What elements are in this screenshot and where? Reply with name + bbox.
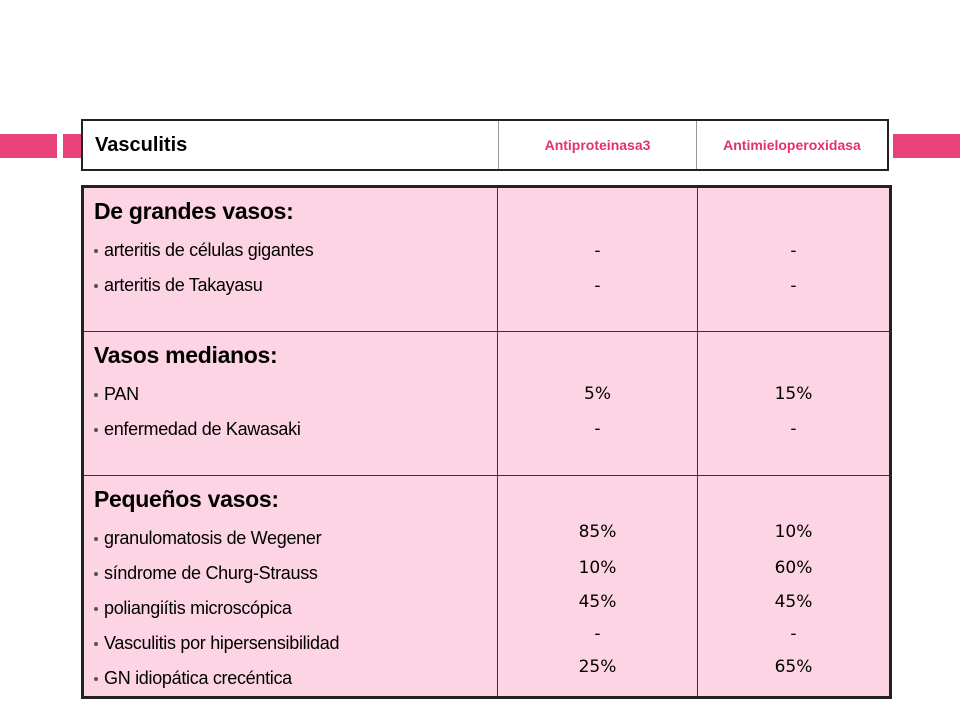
item-list	[94, 233, 497, 303]
header-title: Vasculitis	[95, 133, 188, 156]
pr3-value: -	[594, 276, 601, 296]
pr3-value: -	[594, 419, 601, 439]
list-item: enfermedad de Kawasaki	[94, 412, 497, 447]
mpo-value: -	[790, 624, 797, 644]
header-pr3-label: Antiproteinasa3	[544, 137, 651, 153]
group-title: Vasos medianos:	[94, 342, 278, 368]
pr3-values-cell	[498, 188, 698, 331]
header-cell-pr3	[499, 121, 697, 169]
item-list	[94, 377, 497, 447]
group-title: Pequeños vasos:	[94, 486, 279, 512]
mpo-value: -	[790, 241, 797, 261]
pr3-value: 45%	[578, 592, 617, 612]
group-cell	[84, 476, 498, 696]
mpo-values-cell	[698, 332, 889, 475]
list-item: arteritis de Takayasu	[94, 268, 497, 303]
mpo-value: -	[790, 276, 797, 296]
list-item: poliangiítis microscópica	[94, 591, 497, 626]
mpo-values-cell	[698, 188, 889, 331]
pr3-values-cell	[498, 332, 698, 475]
mpo-value: 15%	[774, 384, 813, 404]
mpo-value: 65%	[774, 657, 813, 677]
mpo-values-cell	[698, 476, 889, 696]
item-list	[94, 521, 497, 696]
pr3-values-cell	[498, 476, 698, 696]
list-item: granulomatosis de Wegener	[94, 521, 497, 556]
pr3-value: 85%	[578, 522, 617, 542]
group-cell	[84, 332, 498, 475]
accent-bar-left-small	[63, 134, 81, 158]
pr3-value: 10%	[578, 558, 617, 578]
accent-bar-right	[893, 134, 960, 158]
table-row-vasos-medianos	[84, 332, 889, 476]
mpo-value: 10%	[774, 522, 813, 542]
mpo-value: 45%	[774, 592, 813, 612]
header-cell-mpo	[697, 121, 887, 169]
header-cell-vasculitis	[83, 121, 499, 169]
list-item: Vasculitis por hipersensibilidad	[94, 626, 497, 661]
group-cell	[84, 188, 498, 331]
vasculitis-table	[81, 185, 892, 699]
pr3-value: 5%	[584, 384, 611, 404]
pr3-value: -	[594, 624, 601, 644]
mpo-value: 60%	[774, 558, 813, 578]
list-item: síndrome de Churg-Strauss	[94, 556, 497, 591]
group-title: De grandes vasos:	[94, 198, 294, 224]
mpo-value: -	[790, 419, 797, 439]
table-row-grandes-vasos	[84, 188, 889, 332]
accent-bar-left	[0, 134, 57, 158]
list-item: PAN	[94, 377, 497, 412]
list-item: arteritis de células gigantes	[94, 233, 497, 268]
pr3-value: 25%	[578, 657, 617, 677]
header-table	[81, 119, 889, 171]
list-item: GN idiopática crecéntica	[94, 661, 497, 696]
table-row-pequenos-vasos	[84, 476, 889, 696]
header-mpo-label: Antimieloperoxidasa	[723, 137, 861, 153]
pr3-value: -	[594, 241, 601, 261]
